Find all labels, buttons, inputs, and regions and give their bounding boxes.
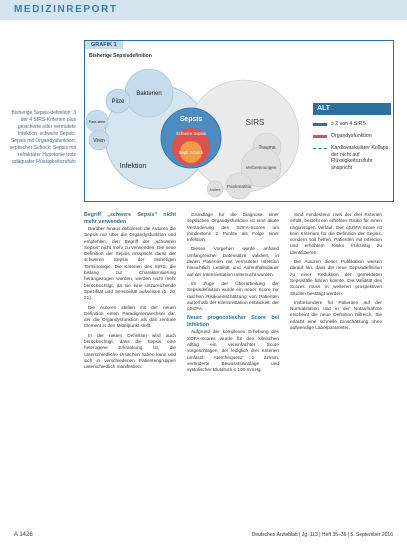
legend-text-kollaps: Kardiovaskulärer Kollaps, der nicht auf Flüssigkeitszufuhr anspricht [331, 145, 390, 171]
column-2-paragraph-4: Aufgrund der komplexen Erhebung des SOFA-Scores wurde für den klinischen Alltag ein vereinfachter Score vorgeschlagen, der lediglich drei Kriterien umfasst: Atemfrequenz ≥ 22/min, veränderte Bewusstseinslage und systolischer Blutdruck ≤ 100 mmHg. [187, 329, 279, 373]
sepsis-label: Sepsis [179, 116, 203, 123]
andere-label: Andere [209, 188, 221, 192]
column-3-paragraph-1: Sind mindestens zwei der drei Kriterien erfüllt, besteht ein erhöhtes Risiko für einen ungünstigen Verlauf. Der qSOFA-Score ist kein Kriterium für die Definition der Sepsis, sondern soll helfen, Patienten mit Infektion und erhöhtem Risiko frühzeitig zu identifizieren. [290, 212, 382, 255]
journal-citation: Deutsches Ärzteblatt | Jg. 113 | Heft 35–36 | 5. September 2016 [251, 532, 393, 538]
legend-swatch-red [313, 135, 327, 138]
text-column-2 [187, 212, 279, 530]
column-2-paragraph-1: Grundlage für die Diagnose einer septischen Organdysfunktion ist eine akute Veränderung des SOFA-Scores um mindestens 2 Punkte als Folge einer Infektion. [187, 212, 279, 243]
trauma-label: Trauma [258, 145, 276, 151]
legend-text-organdysfunktion: Organdysfunktion [331, 133, 372, 139]
verbrennungen-label: Verbrennungen [245, 165, 277, 170]
figure-label: GRAFIK 1 [85, 41, 123, 49]
legend-item-organdysfunktion [313, 133, 391, 140]
sept-schock-label: Sept. Schock [178, 150, 204, 155]
page-number: A 1426 [14, 532, 33, 538]
column-1-paragraph-2: Die Autoren stellen mit der neuen Definition einen Paradigmenwechsel dar, der die Organdysfunktion als das zentrale Element in den Mittelpunkt stellt. [84, 304, 176, 329]
legend-item-sirs [313, 121, 391, 128]
legend-swatch-dashed [313, 148, 327, 149]
column-1-paragraph-3: In der neuen Definition wird auch berücksichtigt, dass die Sepsis eine heterogene Erkrankung ist, die unterschiedliche Ursachen haben kann und sich in verschiedenen Patientengruppen unterschiedlich manifestiert. [84, 332, 176, 370]
pilze-label: Pilze [111, 99, 125, 105]
column-3-paragraph-3: Insbesondere für Patienten auf der Normalstation und in der Notaufnahme erscheint die neue Definition hilfreich. Sie erlaubt eine schnelle Einschätzung ohne aufwendige Laborparameter. [290, 299, 382, 331]
section-title: MEDIZINREPORT [14, 4, 118, 15]
infektion-label: Infektion [119, 163, 147, 170]
column-1-paragraph-1: Darüber hinaus definieren die Autoren die Sepsis nur über die Organdysfunktion und empfehlen, den Begriff der „schweren Sepsis“ nicht mehr zu verwenden. Die neue Definition der Sepsis entspricht damit der schweren Sepsis der bisherigen Terminologie. Die Kriterien des SIRS, die bislang zur Charakterisierung herangezogen wurden, werden nicht mehr berücksichtigt, da sie eine unzureichende Spezifität und Sensitivität aufweisen (5, 20, 21). [84, 226, 176, 301]
figure-box [84, 40, 394, 202]
legend-swatch-blue [313, 123, 327, 126]
column-2-paragraph-2: Dieses Vorgehen wurde anhand umfangreicher Datensätze validiert, in denen Patienten mit vermuteter Infektion hinsichtlich Letalität und Aufenthaltsdauer auf der Intensivstation untersucht wurden. [187, 246, 279, 277]
alt-legend-title: ALT [313, 103, 391, 115]
column-2-paragraph-3: Im Zuge der Überarbeitung der Sepsisdefinition wurde ein neuer Score zur raschen Risikoeinschätzung von Patienten außerhalb der Intensivstation entwickelt: der qSOFA. [187, 280, 279, 312]
text-column-3 [290, 212, 382, 530]
section-header-bar [0, 0, 407, 20]
figure-subtitle: Bisherige Sepsisdefinition [89, 53, 152, 59]
legend-text-sirs: ≥ 2 von 4 SIRS [331, 121, 366, 127]
pankreatitis-label: Pankreatitis [226, 184, 252, 189]
viren-label: Viren [93, 138, 105, 144]
schwere-sepsis-label: Schwere Sepsis [175, 131, 207, 136]
parasiten-label: Para-siten [88, 120, 106, 124]
column-3-paragraph-2: Die Autoren dieser Publikation weisen darauf hin, dass die neue Sepsisdefinition zu einer Reduktion der gemeldeten Sepsisfälle führen könnte. Die Validität des Scores muss in weiteren prospektiven Studien bestätigt werden. [290, 259, 382, 296]
sirs-label: SIRS [245, 118, 265, 127]
column-1-heading: Begriff „schwere Sepsis“ nicht mehr verwenden [84, 212, 176, 225]
figure-side-caption: Bisherige Sepsis-definition: 3 der 4 SIRS-Kriterien plus gesicherte oder vermutete Infektion; schwere Sepsis: Sepsis mit Organdysfunktion; septischer Schock: Sepsis mit refraktärer Hypotonie trotz adäquater Flüssigkeitszufuhr [9, 110, 76, 165]
bakterien-label: Bakterien [136, 91, 162, 97]
legend-item-kollaps [313, 145, 391, 171]
column-2-heading: Neuer prognostischer Score bei Infektion [187, 315, 279, 328]
text-column-1 [84, 212, 176, 530]
